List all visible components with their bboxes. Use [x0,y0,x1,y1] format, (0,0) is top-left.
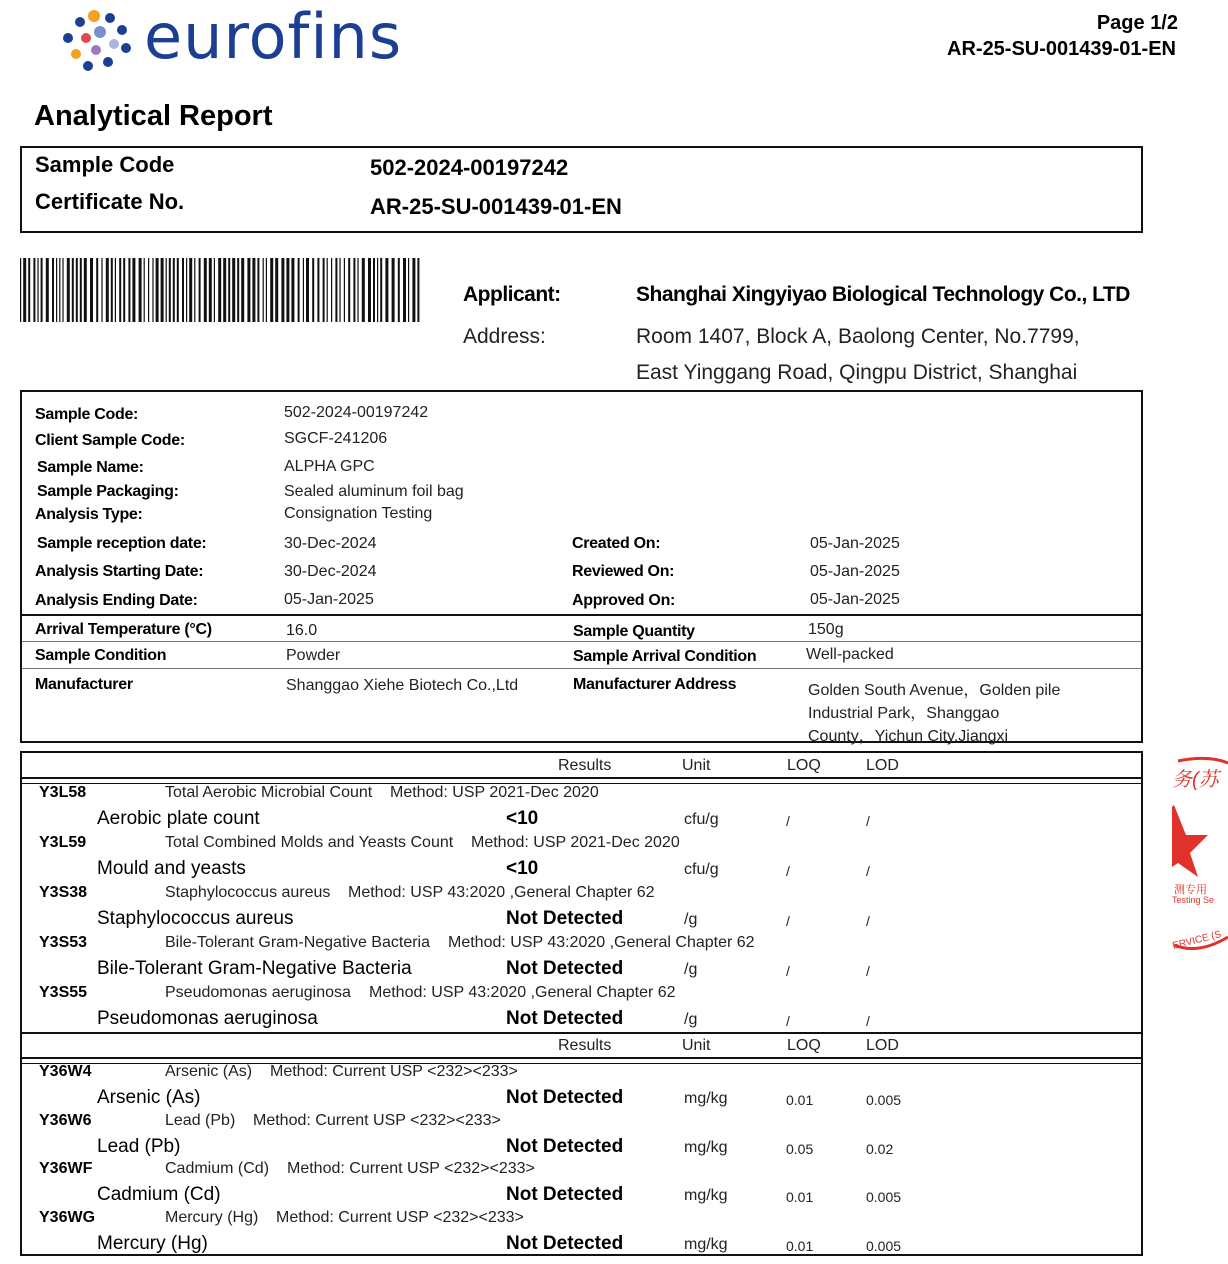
test-code: Y36W6 [39,1111,92,1129]
column-unit: Unit [682,757,711,774]
test-method: Method: Current USP <232><233> [287,1160,535,1177]
arrival-condition-label: Sample Arrival Condition [573,648,757,665]
test-code: Y36W4 [39,1063,92,1080]
loq-value: 0.01 [786,1237,814,1254]
applicant-value: Shanghai Xingyiyao Biological Technology Co., LTD [636,283,1130,306]
test-name: Total Combined Molds and Yeasts Count [165,834,454,851]
address-label: Address: [463,325,546,348]
analyte-name: Lead (Pb) [97,1135,181,1157]
test-name: Arsenic (As) [165,1063,253,1080]
test-name: Mercury (Hg) [165,1208,259,1226]
loq-value: / [786,963,790,979]
eurofins-logo [60,0,403,76]
test-code: Y36WG [39,1208,96,1226]
lod-value: / [866,1013,870,1029]
lod-value: / [866,863,870,879]
result-value: Not Detected [506,1184,624,1205]
reviewed-label: Reviewed On: [572,563,675,580]
lod-value: / [866,813,870,829]
result-value: Not Detected [506,1135,624,1157]
loq-value: / [786,913,790,929]
test-method: Method: USP 43:2020 ,General Chapter 62 [448,934,755,951]
analyte-name: Arsenic (As) [97,1087,201,1108]
page-title: Analytical Report [34,100,273,132]
eurofins-dots-icon [60,8,132,72]
results-table [20,751,1143,1256]
arrival-condition-value: Well-packed [806,646,894,663]
column-loq: LOQ [787,757,821,774]
stamp-text-top: 务(苏 [1172,769,1219,791]
loq-value: / [786,813,790,829]
manufacturer-label: Manufacturer [35,676,133,693]
code-box [20,146,1143,233]
divider [22,614,1141,616]
applicant-label: Applicant: [463,283,561,306]
test-name: Total Aerobic Microbial Count [165,784,373,801]
column-unit: Unit [682,1037,711,1054]
approved-value: 05-Jan-2025 [810,591,900,608]
unit-value: /g [684,961,698,978]
result-value: Not Detected [506,958,624,979]
quantity-value: 150g [808,621,844,638]
analyte-name: Mould and yeasts [97,858,246,879]
analyte-name: Pseudomonas aeruginosa [97,1008,318,1029]
manufacturer-address-label: Manufacturer Address [573,676,737,693]
test-name: Staphylococcus aureus [165,884,331,901]
divider [22,641,1141,642]
manufacturer-address-line-1: Golden South Avenue，Golden pile [808,682,1061,699]
column-lod: LOD [866,1037,899,1054]
result-value: Not Detected [506,1008,624,1029]
sample-name-value: ALPHA GPC [284,458,375,475]
lod-value: / [866,963,870,979]
condition-label: Sample Condition [35,647,167,664]
certificate-label: Certificate No. [35,189,185,214]
test-name: Pseudomonas aeruginosa [165,984,351,1001]
test-method: Method: USP 2021-Dec 2020 [471,834,680,851]
sample-code-label: Sample Code [35,152,175,177]
test-method: Method: USP 43:2020 ,General Chapter 62 [348,884,655,901]
sample-code-value: 502-2024-00197242 [284,404,429,421]
test-code: Y3L59 [39,834,87,851]
analyte-name: Staphylococcus aureus [97,908,294,929]
column-lod: LOD [866,757,899,774]
lod-value: / [866,913,870,929]
unit-value: cfu/g [684,811,719,828]
stamp-text-bottom: ERVICE (S [1171,929,1223,952]
analyte-name: Mercury (Hg) [97,1232,208,1254]
condition-value: Powder [286,647,341,664]
divider [22,668,1141,669]
sample-code-value: 502-2024-00197242 [370,155,569,180]
analysis-type-label: Analysis Type: [35,506,143,523]
test-name: Bile-Tolerant Gram-Negative Bacteria [165,934,430,951]
manufacturer-value: Shanggao Xiehe Biotech Co.,Ltd [286,677,519,694]
result-value: Not Detected [506,908,624,929]
created-value: 05-Jan-2025 [810,535,900,552]
unit-value: cfu/g [684,861,719,878]
certificate-reference: AR-25-SU-001439-01-EN [947,38,1176,60]
packaging-value: Sealed aluminum foil bag [284,483,464,500]
loq-value: / [786,1013,790,1029]
lod-value: 0.005 [866,1189,902,1205]
address-line-1: Room 1407, Block A, Baolong Center, No.7799, [636,325,1080,348]
test-code: Y36WF [39,1160,93,1177]
test-name: Cadmium (Cd) [165,1160,270,1177]
test-method: Method: Current USP <232><233> [276,1208,524,1226]
loq-value: 0.01 [786,1189,814,1205]
start-date-value: 30-Dec-2024 [284,563,377,580]
test-code: Y3L58 [39,784,87,801]
result-value: Not Detected [506,1087,624,1108]
test-method: Method: USP 43:2020 ,General Chapter 62 [369,984,676,1001]
loq-value: 0.01 [786,1092,814,1108]
result-value: Not Detected [506,1232,624,1254]
analyte-name: Aerobic plate count [97,808,260,829]
header-divider [22,777,1141,784]
start-date-label: Analysis Starting Date: [35,563,204,580]
client-code-label: Client Sample Code: [35,432,185,449]
unit-value: /g [684,1011,698,1028]
reception-value: 30-Dec-2024 [284,535,377,552]
test-method: Method: USP 2021-Dec 2020 [390,784,599,801]
reception-label: Sample reception date: [37,535,207,552]
temperature-label: Arrival Temperature (°C) [35,621,212,638]
test-code: Y3S38 [39,884,88,901]
approved-label: Approved On: [572,592,676,609]
address-line-2: East Yinggang Road, Qingpu District, Shanghai [636,361,1078,384]
analysis-type-value: Consignation Testing [284,505,433,522]
certificate-value: AR-25-SU-001439-01-EN [370,194,622,219]
stamp-text-mid2: Testing Se [1172,895,1215,905]
test-code: Y3S55 [39,984,88,1001]
loq-value: / [786,863,790,879]
lod-value: 0.005 [866,1092,902,1108]
company-stamp [1168,755,1228,975]
manufacturer-address-line-3: County，Yichun City,Jiangxi [808,728,1009,745]
client-code-value: SGCF-241206 [284,430,388,447]
test-code: Y3S53 [39,934,88,951]
column-results: Results [558,757,612,774]
unit-value: mg/kg [684,1235,728,1253]
unit-value: mg/kg [684,1090,728,1107]
reviewed-value: 05-Jan-2025 [810,563,900,580]
created-label: Created On: [572,535,661,552]
end-date-value: 05-Jan-2025 [284,591,374,608]
test-method: Method: Current USP <232><233> [270,1063,518,1080]
lod-value: 0.005 [866,1237,902,1254]
manufacturer-address-line-2: Industrial Park，Shanggao [808,705,1000,722]
end-date-label: Analysis Ending Date: [35,592,198,609]
column-results: Results [558,1037,612,1054]
lod-value: 0.02 [866,1140,894,1157]
unit-value: mg/kg [684,1138,728,1156]
stamp-text-mid: 测专用 [1174,884,1207,896]
result-value: <10 [506,858,539,879]
sample-code-label: Sample Code: [35,406,139,423]
barcode [20,258,420,322]
analyte-name: Bile-Tolerant Gram-Negative Bacteria [97,958,412,979]
brand-name: eurofins [144,0,403,73]
page-number: Page 1/2 [1096,12,1178,34]
sample-name-label: Sample Name: [37,459,144,476]
unit-value: mg/kg [684,1187,728,1204]
analyte-name: Cadmium (Cd) [97,1184,221,1205]
test-method: Method: Current USP <232><233> [253,1111,501,1129]
result-value: <10 [506,808,539,829]
unit-value: /g [684,911,698,928]
loq-value: 0.05 [786,1140,814,1157]
temperature-value: 16.0 [286,622,318,639]
quantity-label: Sample Quantity [573,623,695,640]
test-name: Lead (Pb) [165,1111,236,1129]
column-loq: LOQ [787,1037,821,1054]
packaging-label: Sample Packaging: [37,483,179,500]
section-divider [22,1032,1141,1034]
sample-info-box [20,390,1143,743]
